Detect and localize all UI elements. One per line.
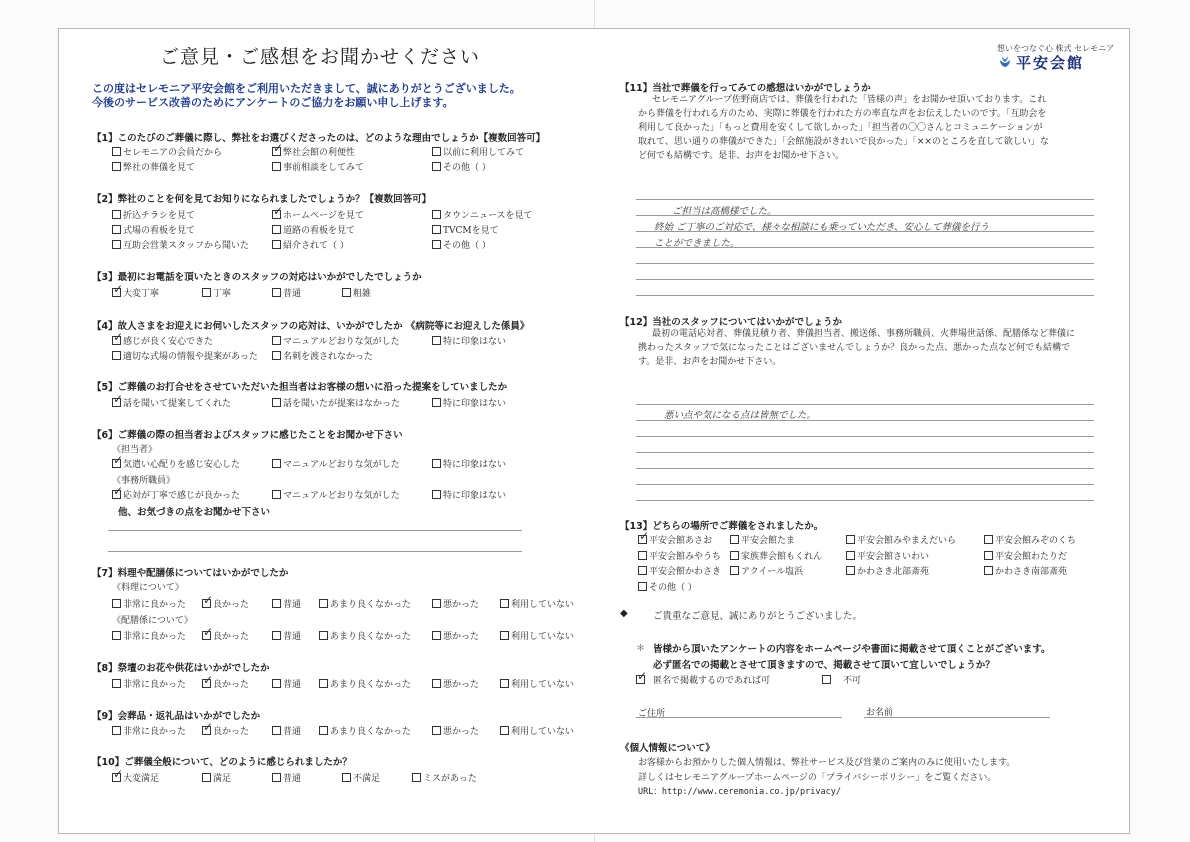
q2-option-5[interactable]: 道路の看板を見て [272,223,355,236]
q9-option-4[interactable]: あまり良くなかった [319,724,411,737]
answer-line[interactable] [636,263,1094,264]
q2-option-4[interactable]: 式場の看板を見て [112,223,195,236]
checkbox[interactable] [432,162,441,171]
checkbox[interactable] [342,773,351,782]
checkbox[interactable] [342,288,351,297]
q9-option-3[interactable]: 普通 [272,724,301,737]
q7-serving-option-4[interactable]: あまり良くなかった [319,629,411,642]
q2-option-3[interactable]: タウンニュースを見て [432,208,533,221]
q6-staff-option-3[interactable]: 特に印象はない [432,457,506,470]
q10-label: 【10】ご葬儀全般について、どのように感じられましたか？ [92,757,352,768]
address-label: ご住所 [638,709,666,719]
q9-option-1[interactable]: 非常に良かった [112,724,186,737]
checkbox[interactable] [319,726,328,735]
checkbox-checked[interactable] [202,726,211,735]
checkbox[interactable] [112,240,121,249]
checkbox-checked[interactable] [112,459,121,468]
q11-handwritten-answer-3: ことができました。 [654,238,740,249]
checkbox[interactable] [638,551,647,560]
checkbox[interactable] [984,551,993,560]
q7-serving-option-2[interactable]: ✓ 良かった [202,629,249,642]
q7-food-option-3[interactable]: 普通 [272,597,301,610]
q5-label: 【5】ご葬儀のお打合せをさせていただいた担当者はお客様の想いに沿った提案をしていましたか [92,382,508,393]
q7-food-option-5[interactable]: 悪かった [432,597,479,610]
answer-line[interactable] [108,530,522,531]
brand-name: 平安会館 [1016,54,1085,72]
q13-option-13[interactable]: その他（ ） [638,580,697,593]
q1-option-1[interactable]: セレモニアの会員だから [112,145,222,158]
answer-line[interactable] [636,199,1094,200]
q4-option-5[interactable]: 名刺を渡されなかった [272,349,373,362]
q7-food-option-1[interactable]: 非常に良かった [112,597,186,610]
q2-option-6[interactable]: TVCMを見て [432,223,499,236]
checkbox[interactable] [432,459,441,468]
q3-option-3[interactable]: 普通 [272,286,301,299]
q1-option-5[interactable]: 事前相談をしてみて [272,160,364,173]
checkbox[interactable] [984,535,993,544]
checkbox[interactable] [272,679,281,688]
checkbox[interactable] [272,459,281,468]
answer-line[interactable] [636,500,1094,501]
checkbox[interactable] [272,726,281,735]
answer-line[interactable] [636,404,1094,405]
checkbox[interactable] [412,773,421,782]
q13-option-3[interactable]: 平安会館みやまえだいら [846,533,956,546]
brand-logo-icon [999,55,1011,68]
checkbox[interactable] [730,551,739,560]
checkbox[interactable] [432,210,441,219]
q4-option-2[interactable]: マニュアルどおりな気がした [272,334,400,347]
checkbox[interactable] [112,147,121,156]
q10-option-5[interactable]: ミスがあった [412,771,477,784]
q1-option-6[interactable]: その他（ ） [432,160,491,173]
checkbox[interactable] [730,535,739,544]
brand-tagline: 想いをつなぐ心 株式 セレモニア [997,44,1115,53]
q6-sub-staff: 《担当者》 [112,445,158,455]
answer-line[interactable] [636,436,1094,437]
checkbox[interactable] [112,162,121,171]
publish-yes-option[interactable]: ✓匿名で掲載するのであれば可 [636,673,770,686]
checkbox-checked[interactable] [112,336,121,345]
privacy-url-link[interactable]: URL：http://www.ceremonia.co.jp/privacy/ [638,787,841,797]
q2-option-2[interactable]: ✓ ホームページを見て [272,208,364,221]
checkbox[interactable] [638,566,647,575]
answer-line[interactable] [636,279,1094,280]
q11-label: 【11】当社で葬儀を行ってみての感想はいかがでしょうか [620,83,871,94]
checkbox[interactable] [112,210,121,219]
q8-option-4[interactable]: あまり良くなかった [319,677,411,690]
q13-option-6[interactable]: 家族葬会館もくれん [730,549,822,562]
checkbox[interactable] [846,535,855,544]
checkbox[interactable] [432,490,441,499]
checkbox-checked[interactable] [272,147,281,156]
q6-office-option-2[interactable]: マニュアルどおりな気がした [272,488,400,501]
q7-serving-option-6[interactable]: 利用していない [500,629,574,642]
checkbox-checked[interactable] [202,679,211,688]
q3-option-4[interactable]: 粗雑 [342,286,371,299]
q4-option-4[interactable]: 適切な式場の情報や提案があった [112,349,258,362]
checkbox[interactable] [202,288,211,297]
q11-handwritten-answer-2: 終始 ご丁寧のご対応で、様々な相談にも乗っていただき、安心して葬儀を行う [654,222,989,233]
q10-option-1[interactable]: ✓大変満足 [112,771,159,784]
checkbox[interactable] [432,631,441,640]
checkbox[interactable] [432,225,441,234]
q7-label: 【7】料理や配膳係についてはいかがでしたか [92,568,289,579]
q8-option-2[interactable]: ✓ 良かった [202,677,249,690]
q6-other-label: 他、お気づきの点をお聞かせ下さい [118,507,271,518]
answer-line[interactable] [636,295,1094,296]
checkbox-checked[interactable] [112,490,121,499]
q11-text: セレモニアグループ佐野商店では、葬儀を行われた「皆様の声」をお聞かせ頂いております。これから葬儀を行われる方のため、実際に葬儀を行われた方の率直な声をお伝えしたいのです。「互助会を利用して良かった」「もっと費用を安くして欲しかった」「担当者の〇〇さんとコミュニケーションが取れて、思い通りの葬儀ができた」「会館施設がきれいで良かった」「××のところを直して欲しい」など何でも結構です。是非、お声をお聞かせ下さい。 [638,95,1049,161]
q13-option-5[interactable]: 平安会館みやうち [638,549,721,562]
q6-office-option-3[interactable]: 特に印象はない [432,488,506,501]
q4-option-3[interactable]: 特に印象はない [432,334,506,347]
q9-option-2[interactable]: ✓ 良かった [202,724,249,737]
thanks-message: ご貴重なご意見、誠にありがとうございました。 [653,611,863,622]
checkbox[interactable] [319,679,328,688]
q8-option-1[interactable]: 非常に良かった [112,677,186,690]
asterisk-icon: ＊ [636,644,646,654]
checkbox[interactable] [432,240,441,249]
checkbox[interactable] [272,773,281,782]
q8-option-3[interactable]: 普通 [272,677,301,690]
q13-option-9[interactable]: 平安会館かわさき [638,564,721,577]
checkbox[interactable] [984,566,993,575]
checkbox[interactable] [112,726,121,735]
checkbox[interactable] [319,599,328,608]
checkbox-checked[interactable] [112,288,121,297]
checkbox[interactable] [432,147,441,156]
page-title: ご意見・ご感想をお聞かせください [160,46,481,68]
checkbox[interactable] [846,566,855,575]
privacy-title: 《個人情報について》 [620,743,715,754]
q8-option-5[interactable]: 悪かった [432,677,479,690]
q7-food-option-4[interactable]: あまり良くなかった [319,597,411,610]
checkbox[interactable] [272,240,281,249]
checkbox[interactable] [272,162,281,171]
checkbox-checked[interactable] [636,675,645,684]
checkbox[interactable] [272,288,281,297]
publish-line-2: 必ず匿名での掲載とさせて頂きますので、掲載させて頂いて宜しいでしょうか？ [653,660,995,671]
checkbox[interactable] [730,566,739,575]
q13-option-4[interactable]: 平安会館みぞのくち [984,533,1076,546]
q6-staff-option-2[interactable]: マニュアルどおりな気がした [272,457,400,470]
q6-sub-office: 《事務所職員》 [112,476,176,486]
checkbox[interactable] [432,398,441,407]
checkbox[interactable] [822,675,831,684]
checkbox[interactable] [272,631,281,640]
q13-option-11[interactable]: かわさき北部斎苑 [846,564,929,577]
q12-handwritten-answer: 悪い点や気になる点は皆無でした。 [664,410,817,421]
checkbox[interactable] [500,726,509,735]
q3-option-1[interactable]: ✓大変丁寧 [112,286,159,299]
checkbox[interactable] [500,679,509,688]
q7-sub-serving: 《配膳係について》 [112,616,193,626]
q10-option-3[interactable]: 普通 [272,771,301,784]
checkbox[interactable] [112,631,121,640]
q4-label: 【4】故人さまをお迎えにお伺いしたスタッフの応対は、いかがでしたか 《病院等にお迎えした係員》 [92,321,530,332]
privacy-line-1: お客様からお預かりした個人情報は、弊社サービス及び営業のご案内のみに使用いたします。 [638,758,1016,768]
checkbox[interactable] [112,599,121,608]
q9-option-5[interactable]: 悪かった [432,724,479,737]
intro-line-2: 今後のサービス改善のためにアンケートのご協力をお願い申し上げます。 [92,96,454,109]
q13-option-8[interactable]: 平安会館わたりだ [984,549,1067,562]
address-field[interactable] [636,717,842,718]
checkbox[interactable] [432,726,441,735]
q5-option-2[interactable]: 話を聞いたが提案はなかった [272,396,400,409]
checkbox-checked[interactable] [638,535,647,544]
q1-label: 【1】このたびのご葬儀に際し、弊社をお選びくださったのは、どのような理由でしょうか【複数回答可】 [92,133,546,144]
checkbox[interactable] [272,225,281,234]
q9-label: 【9】会葬品・返礼品はいかがでしたか [92,711,261,722]
q1-option-4[interactable]: 弊社の葬儀を見て [112,160,195,173]
checkbox[interactable] [500,631,509,640]
checkbox[interactable] [432,679,441,688]
q6-label: 【6】ご葬儀の際の担当者およびスタッフに感じたことをお聞かせ下さい [92,430,403,441]
q12-label: 【12】当社のスタッフについてはいかがでしょうか [620,317,843,328]
q2-option-9[interactable]: その他（ ） [432,238,491,251]
checkbox[interactable] [272,351,281,360]
q3-label: 【3】最初にお電話を頂いたときのスタッフの対応はいかがでしたでしょうか [92,272,422,283]
q5-option-3[interactable]: 特に印象はない [432,396,506,409]
q9-option-6[interactable]: 利用していない [500,724,574,737]
answer-line[interactable] [636,468,1094,469]
q3-option-2[interactable]: 丁寧 [202,286,231,299]
checkbox-checked[interactable] [202,599,211,608]
checkbox[interactable] [432,599,441,608]
q2-label: 【2】弊社のことを何を見てお知りになられましたでしょうか？【複数回答可】 [92,194,432,205]
q8-label: 【8】祭壇のお花や供花はいかがでしたか [92,663,270,674]
q7-serving-option-3[interactable]: 普通 [272,629,301,642]
intro-line-1: この度はセレモニア平安会館をご利用いただきまして、誠にありがとうございました。 [92,82,521,95]
q4-option-1[interactable]: ✓感じが良く安心できた [112,334,213,347]
checkbox[interactable] [112,351,121,360]
name-label: お名前 [866,708,894,718]
q10-option-2[interactable]: 満足 [202,771,231,784]
checkbox[interactable] [846,551,855,560]
checkbox-checked[interactable] [112,773,121,782]
q6-office-option-1[interactable]: ✓応対が丁寧で感じが良かった [112,488,240,501]
checkbox[interactable] [432,336,441,345]
diamond-icon: ◆ [620,608,628,619]
q7-sub-food: 《料理について》 [112,583,184,593]
q1-option-3[interactable]: 以前に利用してみて [432,145,524,158]
checkbox[interactable] [272,398,281,407]
q2-option-1[interactable]: 折込チラシを見て [112,208,195,221]
checkbox[interactable] [500,599,509,608]
q7-serving-option-1[interactable]: 非常に良かった [112,629,186,642]
q13-label: 【13】どちらの場所でご葬儀をされましたか。 [620,521,824,532]
name-field[interactable] [864,717,1050,718]
checkbox[interactable] [112,225,121,234]
q13-option-1[interactable]: ✓平安会館あさお [638,533,712,546]
q7-food-option-2[interactable]: ✓ 良かった [202,597,249,610]
checkbox[interactable] [112,679,121,688]
publish-line-1: 皆様から頂いたアンケートの内容をホームページや書面に掲載させて頂くことがございます。 [653,644,1051,655]
checkbox[interactable] [638,582,647,591]
checkbox[interactable] [272,490,281,499]
answer-line[interactable] [108,551,522,552]
publish-no-option[interactable]: 不可 [822,673,861,686]
checkbox[interactable] [272,336,281,345]
q13-option-2[interactable]: 平安会館たま [730,533,795,546]
q13-option-7[interactable]: 平安会館さいわい [846,549,929,562]
q6-staff-option-1[interactable]: ✓気遣い心配りを感じ安心した [112,457,240,470]
q10-option-4[interactable]: 不満足 [342,771,380,784]
checkbox[interactable] [272,599,281,608]
q13-option-10[interactable]: アクイール塩浜 [730,564,803,577]
q1-option-2[interactable]: ✓ 弊社会館の利便性 [272,145,355,158]
checkbox[interactable] [319,631,328,640]
q7-serving-option-5[interactable]: 悪かった [432,629,479,642]
checkbox-checked[interactable] [272,210,281,219]
q8-option-6[interactable]: 利用していない [500,677,574,690]
q12-text: 最初の電話応対者、葬儀見積り者、葬儀担当者、搬送係、事務所職員、火葬場世話係、配膳係など葬儀に携わったスタッフで気になったことはございませんでしょうか？良かった点、悪かった点など何でも結構です。是非、お声をお聞かせ下さい。 [638,329,1076,367]
q11-handwritten-answer-1: ご担当は高橋様でした。 [672,206,777,217]
answer-line[interactable] [636,452,1094,453]
q2-option-7[interactable]: 互助会営業スタッフから聞いた [112,238,249,251]
privacy-line-2: 詳しくはセレモニアグループホームページの「プライバシーポリシー」をご覧ください。 [638,773,997,783]
checkbox-checked[interactable] [202,631,211,640]
checkbox[interactable] [202,773,211,782]
q2-option-8[interactable]: 紹介されて（ ） [272,238,349,251]
q13-option-12[interactable]: かわさき南部斎苑 [984,564,1067,577]
answer-line[interactable] [636,484,1094,485]
checkbox-checked[interactable] [112,398,121,407]
q5-option-1[interactable]: ✓話を聞いて提案してくれた [112,396,231,409]
q7-food-option-6[interactable]: 利用していない [500,597,574,610]
